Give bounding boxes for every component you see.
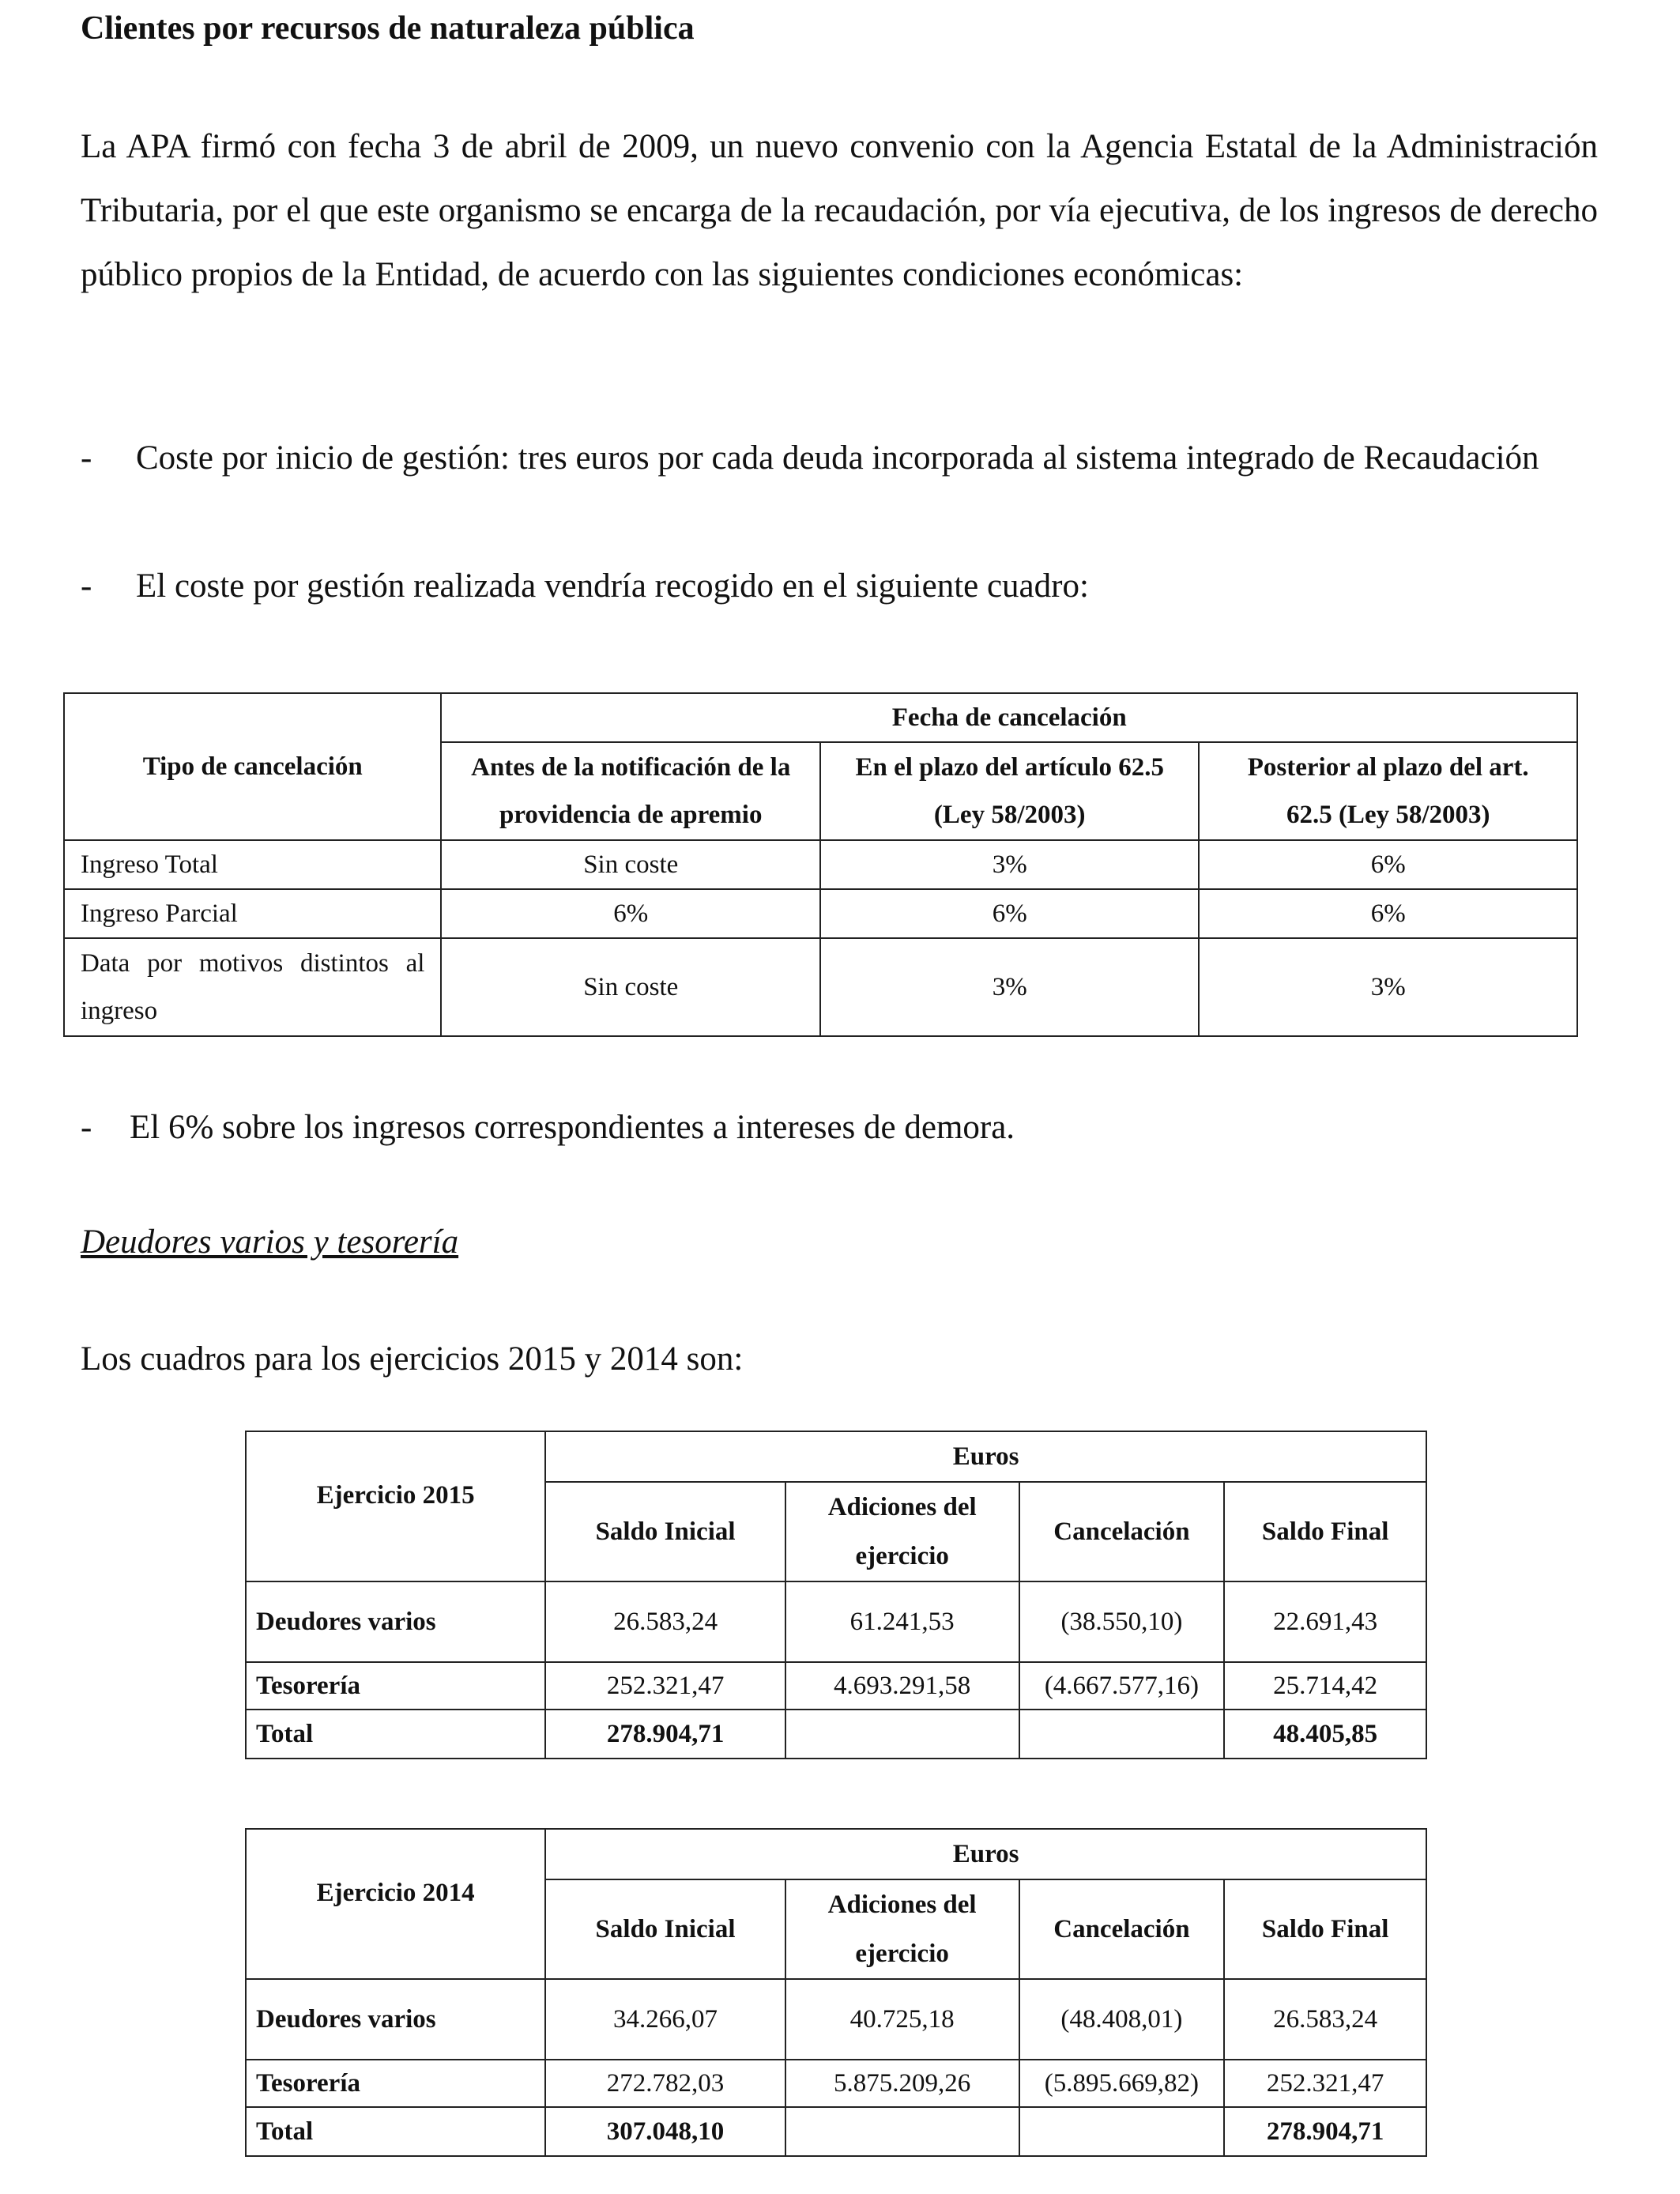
- intro-paragraph: La APA firmó con fecha 3 de abril de 2009, un nuevo convenio con la Agencia Estatal de la Administración Tributaria, por el que este organismo se encarga de la recaudación, por vía ejecutiva, de los ingresos de derecho público propios de la Entidad, de acuerdo con las siguientes condiciones económicas:: [81, 128, 1598, 293]
- row-label: Total: [246, 2107, 545, 2156]
- column-header: Saldo Final: [1224, 1482, 1426, 1581]
- row-label: Ingreso Parcial: [64, 889, 441, 938]
- cancellation-cost-table: [63, 692, 1578, 1037]
- bullet-text: Coste por inicio de gestión: tres euros por cada deuda incorporada al sistema integrado de Recaudación: [136, 439, 1539, 477]
- row-label: Deudores varios: [246, 1979, 545, 2060]
- bullet-dash: -: [81, 1109, 92, 1146]
- column-header: Saldo Inicial: [545, 1482, 785, 1581]
- column-header: Cancelación: [1019, 1879, 1225, 1979]
- row-label: Deudores varios: [246, 1581, 545, 1662]
- table-cell: 5.875.209,26: [785, 2060, 1019, 2107]
- table-title: Ejercicio 2014: [246, 1829, 545, 1979]
- table-cell: 48.405,85: [1224, 1710, 1426, 1759]
- table-cell: 25.714,42: [1224, 1662, 1426, 1710]
- row-label: Ingreso Total: [64, 840, 441, 889]
- column-header: Cancelación: [1019, 1482, 1225, 1581]
- bullet-dash: -: [81, 567, 92, 605]
- table-cell: 26.583,24: [545, 1581, 785, 1662]
- table-cell: 4.693.291,58: [785, 1662, 1019, 1710]
- table-cell: Sin coste: [441, 840, 820, 889]
- tables-intro: Los cuadros para los ejercicios 2015 y 2014 son:: [81, 1340, 744, 1378]
- table-row: [64, 938, 1577, 1036]
- financial-table-2014: [245, 1828, 1427, 2157]
- table-row-total: [246, 1710, 1426, 1759]
- table-cell: 3%: [1199, 938, 1577, 1036]
- financial-table-2015: [245, 1431, 1427, 1759]
- table-cell: (48.408,01): [1019, 1979, 1225, 2060]
- bullet-item: [81, 426, 1598, 490]
- table-row-header: Tipo de cancelación: [64, 693, 441, 840]
- table-group-header: Fecha de cancelación: [441, 693, 1577, 742]
- table-cell: 307.048,10: [545, 2107, 785, 2156]
- column-header: Saldo Inicial: [545, 1879, 785, 1979]
- row-label: Data por motivos distintos al ingreso: [64, 938, 441, 1036]
- table-row: [64, 840, 1577, 889]
- table-cell: 3%: [820, 938, 1199, 1036]
- row-label: Tesorería: [246, 1662, 545, 1710]
- table-row-total: [246, 2107, 1426, 2156]
- table-row: [64, 889, 1577, 938]
- column-header: Adiciones del ejercicio: [785, 1879, 1019, 1979]
- table-cell: 6%: [820, 889, 1199, 938]
- table-cell: [785, 1710, 1019, 1759]
- bullet-item: [81, 1095, 1598, 1159]
- column-header: Antes de la notificación de la providencia de apremio: [441, 742, 820, 840]
- table-cell: 6%: [1199, 889, 1577, 938]
- table-cell: 272.782,03: [545, 2060, 785, 2107]
- table-title: Ejercicio 2015: [246, 1431, 545, 1581]
- bullet-item: [81, 554, 1598, 618]
- column-header: En el plazo del artículo 62.5 (Ley 58/2003): [820, 742, 1199, 840]
- table-group-header: Euros: [545, 1431, 1426, 1482]
- table-cell: 252.321,47: [545, 1662, 785, 1710]
- table-cell: [1019, 1710, 1225, 1759]
- table-row: [246, 1662, 1426, 1710]
- section-title: Deudores varios y tesorería: [81, 1223, 459, 1261]
- table-cell: [1019, 2107, 1225, 2156]
- table-cell: Sin coste: [441, 938, 820, 1036]
- table-group-header: Euros: [545, 1829, 1426, 1879]
- table-cell: 278.904,71: [1224, 2107, 1426, 2156]
- table-cell: 34.266,07: [545, 1979, 785, 2060]
- table-row: [246, 1979, 1426, 2060]
- table-row: [246, 2060, 1426, 2107]
- table-cell: 6%: [441, 889, 820, 938]
- table-cell: (4.667.577,16): [1019, 1662, 1225, 1710]
- row-label: Tesorería: [246, 2060, 545, 2107]
- column-header: Saldo Final: [1224, 1879, 1426, 1979]
- column-header: Adiciones del ejercicio: [785, 1482, 1019, 1581]
- table-cell: 6%: [1199, 840, 1577, 889]
- table-cell: (5.895.669,82): [1019, 2060, 1225, 2107]
- table-cell: 278.904,71: [545, 1710, 785, 1759]
- table-row: [246, 1581, 1426, 1662]
- table-cell: 61.241,53: [785, 1581, 1019, 1662]
- section-heading: Clientes por recursos de naturaleza pública: [81, 10, 695, 47]
- table-cell: 22.691,43: [1224, 1581, 1426, 1662]
- bullet-dash: -: [81, 439, 92, 477]
- column-header: Posterior al plazo del art. 62.5 (Ley 58/2003): [1199, 742, 1577, 840]
- table-cell: (38.550,10): [1019, 1581, 1225, 1662]
- table-cell: 3%: [820, 840, 1199, 889]
- bullet-text: El coste por gestión realizada vendría recogido en el siguiente cuadro:: [136, 567, 1089, 605]
- table-cell: 252.321,47: [1224, 2060, 1426, 2107]
- table-cell: 40.725,18: [785, 1979, 1019, 2060]
- table-cell: [785, 2107, 1019, 2156]
- bullet-text: El 6% sobre los ingresos correspondientes a intereses de demora.: [130, 1109, 1015, 1146]
- row-label: Total: [246, 1710, 545, 1759]
- table-cell: 26.583,24: [1224, 1979, 1426, 2060]
